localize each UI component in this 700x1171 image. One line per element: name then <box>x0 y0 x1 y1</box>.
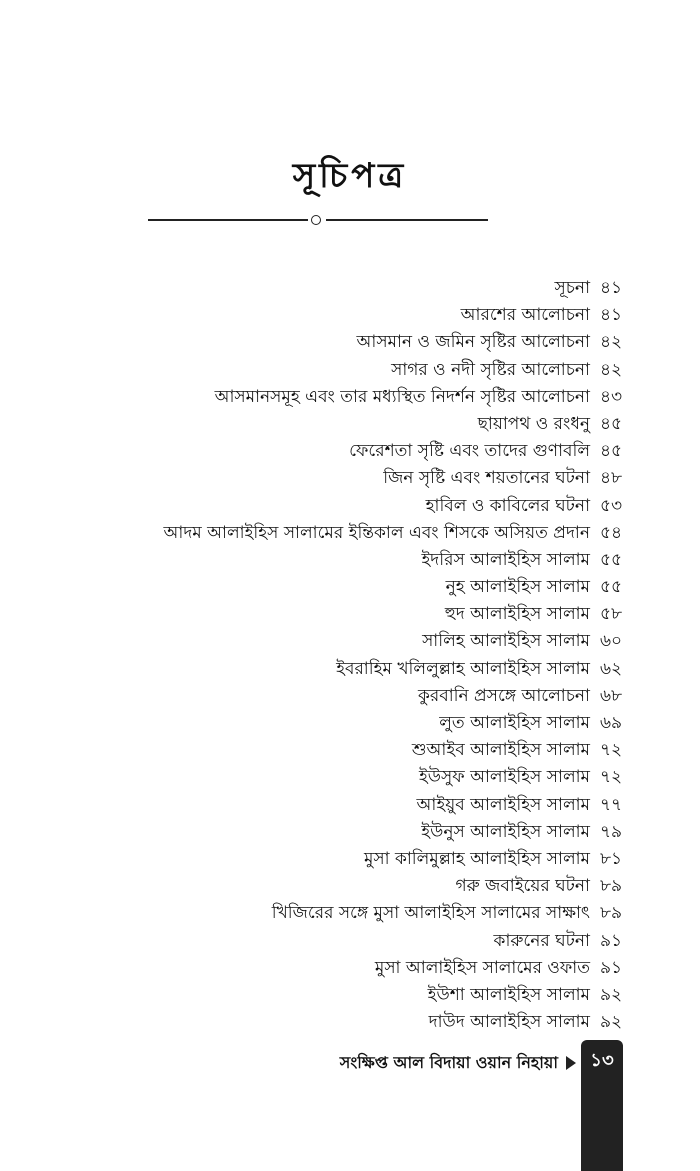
toc-entry-title: মুসা কালিমুল্লাহ আলাইহিস সালাম <box>363 848 590 869</box>
divider-circle-icon <box>311 215 321 225</box>
toc-entry-page: ৪৩ <box>600 386 623 407</box>
toc-entry <box>60 710 623 737</box>
toc-entry-title: আসমানসমূহ এবং তার মধ্যস্থিত নিদর্শন সৃষ্টির আলোচনা <box>214 386 590 407</box>
toc-entry-page: ৫৫ <box>600 577 623 598</box>
page-number: ১৩ <box>590 1050 614 1071</box>
toc-entry-title: আরশের আলোচনা <box>460 305 590 326</box>
toc-entry-title: নুহ আলাইহিস সালাম <box>445 577 590 598</box>
toc-entry <box>60 628 623 655</box>
toc-entry <box>60 873 623 900</box>
book-title: সংক্ষিপ্ত আল বিদায়া ওয়ান নিহায়া <box>339 1053 558 1072</box>
toc-entry <box>60 465 623 492</box>
toc-entry-page: ৪৮ <box>600 468 623 489</box>
toc-entry <box>60 438 623 465</box>
toc-entry-title: শুআইব আলাইহিস সালাম <box>411 740 590 761</box>
toc-entry-title: ইউনুস আলাইহিস সালাম <box>421 821 590 842</box>
toc-entry-title: আসমান ও জমিন সৃষ্টির আলোচনা <box>356 332 590 353</box>
toc-entry-page: ৪২ <box>600 332 623 353</box>
toc-entry <box>60 955 623 982</box>
toc-entry-page: ৬৯ <box>600 713 623 733</box>
toc-entry-page: ৯১ <box>600 930 623 951</box>
toc-entry-page: ৭২ <box>600 767 623 788</box>
toc-entry <box>60 928 623 955</box>
toc-entry <box>60 846 623 873</box>
toc-entry <box>60 1009 623 1036</box>
toc-entry <box>60 819 623 846</box>
toc-entry <box>60 656 623 683</box>
toc-entry <box>60 547 623 574</box>
divider-line-right <box>326 219 488 221</box>
toc-entry-title: সাগর ও নদী সৃষ্টির আলোচনা <box>391 359 590 380</box>
toc-entry-title: জিন সৃষ্টি এবং শয়তানের ঘটনা <box>383 468 590 489</box>
toc-entry-page: ৪৫ <box>600 441 623 462</box>
toc-entry <box>60 574 623 601</box>
toc-entry-page: ৯২ <box>600 1012 623 1033</box>
toc-entry-title: মুসা আলাইহিস সালামের ওফাত <box>374 957 590 978</box>
page-title: সূচিপত্র <box>292 156 408 196</box>
toc-entry-page: ৪৫ <box>600 413 623 434</box>
toc-entry <box>60 683 623 710</box>
toc-entry-page: ৮৯ <box>600 903 623 924</box>
toc-entry-page: ৭২ <box>600 740 623 761</box>
toc-entry-page: ৯২ <box>600 984 623 1005</box>
toc-entry-title: সালিহ আলাইহিস সালাম <box>422 631 590 652</box>
toc-entry <box>60 329 623 356</box>
toc-entry-title: হুদ আলাইহিস সালাম <box>444 604 590 625</box>
toc-entry-title: আদম আলাইহিস সালামের ইন্তিকাল এবং শিসকে অসিয়ত প্রদান <box>163 522 590 543</box>
title-divider <box>148 212 488 228</box>
toc-entry <box>60 520 623 547</box>
toc-entry-page: ৮৯ <box>600 876 623 897</box>
toc-entry-title: ইবরাহিম খলিলুল্লাহ আলাইহিস সালাম <box>336 658 590 679</box>
toc-entry-title: ইদরিস আলাইহিস সালাম <box>421 549 590 570</box>
toc-entry <box>60 764 623 791</box>
toc-entry-page: ৫৮ <box>600 604 623 625</box>
toc-entry-title: কুরবানি প্রসঙ্গে আলোচনা <box>418 685 590 706</box>
toc-entry <box>60 982 623 1009</box>
toc-entry-title: গরু জবাইয়ের ঘটনা <box>455 876 590 897</box>
toc-entry-title: খিজিরের সঙ্গে মুসা আলাইহিস সালামের সাক্ষাৎ <box>271 903 590 924</box>
toc-entry <box>60 493 623 520</box>
toc-entry-page: ৭৯ <box>600 821 623 842</box>
toc-entry-page: ৬২ <box>600 658 623 679</box>
toc-entry-title: হাবিল ও কাবিলের ঘটনা <box>425 495 590 516</box>
toc-entry-title: ফেরেশতা সৃষ্টি এবং তাদের গুণাবলি <box>349 441 590 462</box>
toc-entry <box>60 357 623 384</box>
toc-entry <box>60 792 623 819</box>
toc-entry-page: ৪১ <box>600 305 623 326</box>
toc-entry <box>60 737 623 764</box>
toc-entry-title: কারুনের ঘটনা <box>493 930 590 951</box>
toc-entry <box>60 900 623 927</box>
page-number-tab <box>581 1040 623 1171</box>
toc-entry <box>60 384 623 411</box>
toc-entry-title: ছায়াপথ ও রংধনু <box>477 413 590 434</box>
table-of-contents <box>60 275 623 1036</box>
toc-entry <box>60 275 623 302</box>
toc-entry-page: ৬৮ <box>600 685 623 706</box>
toc-entry-title: আইয়ুব আলাইহিস সালাম <box>416 794 590 815</box>
toc-entry <box>60 411 623 438</box>
toc-entry <box>60 601 623 628</box>
toc-entry-page: ৪১ <box>600 278 623 298</box>
toc-entry-page: ৭৭ <box>600 794 623 815</box>
toc-entry-title: লুত আলাইহিস সালাম <box>439 713 590 733</box>
toc-entry-title: ইউসুফ আলাইহিস সালাম <box>418 767 590 788</box>
toc-entry-title: সূচনা <box>554 278 590 298</box>
toc-entry-title: ইউশা আলাইহিস সালাম <box>427 984 590 1005</box>
toc-entry <box>60 302 623 329</box>
toc-entry-title: দাউদ আলাইহিস সালাম <box>428 1012 590 1033</box>
toc-entry-page: ৫৫ <box>600 549 623 570</box>
divider-line-left <box>148 219 308 221</box>
triangle-right-icon <box>566 1056 576 1070</box>
toc-entry-page: ৪২ <box>600 359 623 380</box>
toc-entry-page: ৫৩ <box>600 495 623 516</box>
toc-entry-page: ৫৪ <box>600 522 623 543</box>
toc-entry-page: ৯১ <box>600 957 623 978</box>
toc-entry-page: ৬০ <box>600 631 623 652</box>
toc-entry-page: ৮১ <box>600 848 623 869</box>
